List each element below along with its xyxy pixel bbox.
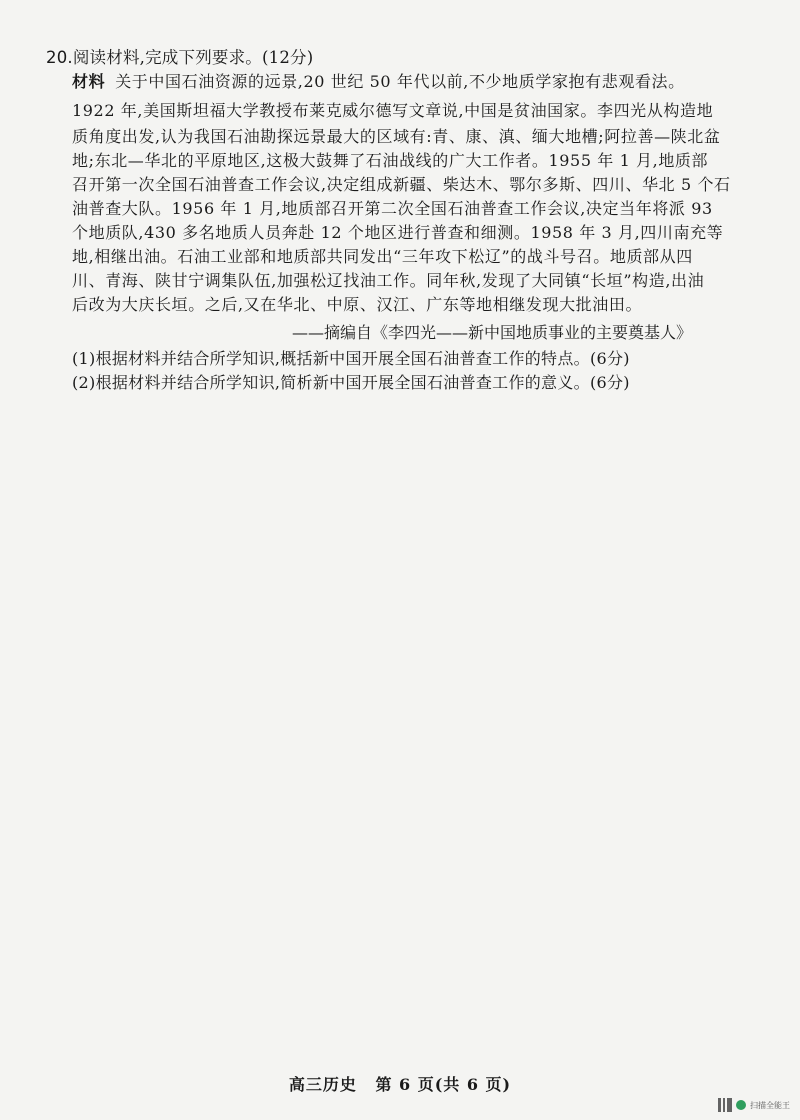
material-line-9: 川、青海、陕甘宁调集队伍,加强松辽找油工作。同年秋,发现了大同镇“长垣”构造,出油 [72, 271, 705, 290]
question-prompt: 阅读材料,完成下列要求。(12分) [72, 48, 314, 67]
material-line-7: 个地质队,430 多名地质人员奔赴 12 个地区进行普查和细测。1958 年 3 月,四川南充等 [72, 223, 724, 242]
material-label: 材料 [72, 72, 106, 91]
footer-page-number: 第 6 页(共 6 页) [375, 1075, 512, 1094]
material-line-2: 1922 年,美国斯坦福大学教授布莱克威尔德写文章说,中国是贫油国家。李四光从构造地 [72, 101, 714, 120]
scanner-logo-icon [736, 1100, 746, 1110]
material-line-6: 油普查大队。1956 年 1 月,地质部召开第二次全国石油普查工作会议,决定当年将派 93 [72, 199, 713, 218]
sub-question-1: (1)根据材料并结合所学知识,概括新中国开展全国石油普查工作的特点。(6分) [72, 349, 630, 368]
question-number: 20. [46, 48, 73, 67]
sub-question-2: (2)根据材料并结合所学知识,简析新中国开展全国石油普查工作的意义。(6分) [72, 373, 630, 392]
material-line-10: 后改为大庆长垣。之后,又在华北、中原、汉江、广东等地相继发现大批油田。 [72, 295, 643, 314]
material-line-3: 质角度出发,认为我国石油勘探远景最大的区域有:青、康、滇、缅大地槽;阿拉善—陕北盆 [72, 127, 721, 146]
question-heading [46, 44, 313, 68]
material-line-5: 召开第一次全国石油普查工作会议,决定组成新疆、柴达木、鄂尔多斯、四川、华北 5 个石 [72, 175, 731, 194]
watermark-text: 扫描全能王 [750, 1100, 790, 1110]
scanner-watermark [718, 1098, 790, 1112]
footer-subject: 高三历史 [288, 1075, 357, 1094]
material-text: 关于中国石油资源的远景,20 世纪 50 年代以前,不少地质学家抱有悲观看法。 [115, 72, 685, 91]
material-line-1 [72, 72, 732, 92]
material-line-8: 地,相继出油。石油工业部和地质部共同发出“三年攻下松辽”的战斗号召。地质部从四 [72, 247, 693, 266]
qr-code-icon [718, 1098, 732, 1112]
material-source: ——摘编自《李四光——新中国地质事业的主要奠基人》 [291, 323, 692, 342]
material-line-4: 地;东北—华北的平原地区,这极大鼓舞了石油战线的广大工作者。1955 年 1 月,地质部 [72, 151, 709, 170]
page-footer [0, 1072, 800, 1095]
